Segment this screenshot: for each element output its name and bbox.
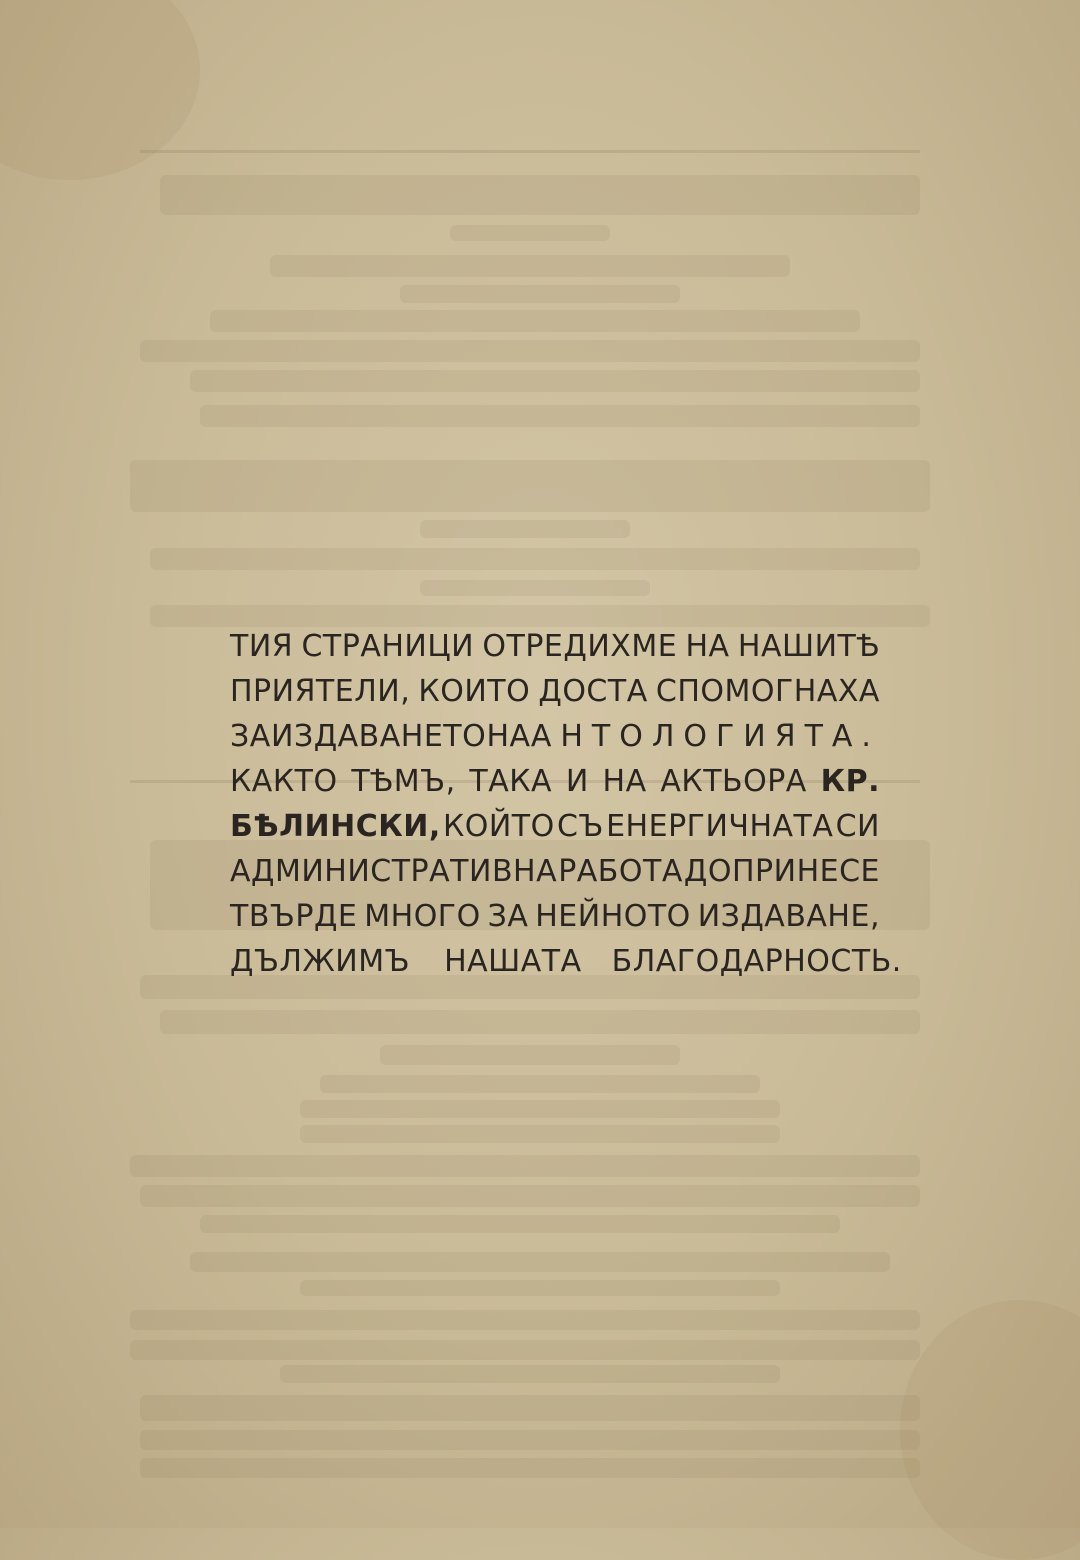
word: ТВЪРДЕ: [230, 899, 358, 934]
word: И: [565, 764, 589, 799]
word: ЗА: [487, 899, 529, 934]
paragraph-line-7: [230, 894, 880, 939]
paragraph-line-8: [230, 939, 902, 984]
word: ДЪЛЖИМЪ: [230, 944, 411, 979]
word: ИЗДАВАНЕ,: [697, 899, 880, 934]
word: КАКТО: [230, 764, 338, 799]
word: АНТОЛОГИЯТА.: [530, 719, 880, 754]
word: ЕНЕРГИЧНАТА: [606, 809, 834, 844]
paragraph-line-2: [230, 669, 880, 714]
word: ТѢМЪ,: [351, 764, 456, 799]
word: КОИТО: [418, 674, 531, 709]
paragraph-line-3: [230, 714, 880, 759]
word: ДОПРИНЕСЕ: [683, 854, 880, 889]
word: НА: [602, 764, 647, 799]
word: СТРАНИЦИ: [301, 629, 475, 664]
word: ТАКА: [469, 764, 553, 799]
word: ОТРЕДИХМЕ: [482, 629, 678, 664]
paragraph-line-4: [230, 759, 880, 804]
word: СИ: [835, 809, 880, 844]
word: АКТЬОРА: [660, 764, 807, 799]
word: ИЗДАВАНЕТО: [271, 719, 487, 754]
word: ПРИЯТЕЛИ,: [230, 674, 411, 709]
paragraph-line-6: [230, 849, 880, 894]
word: МНОГО: [364, 899, 481, 934]
word: НА: [486, 719, 531, 754]
word: НАШИТѢ: [737, 629, 880, 664]
paragraph-line-5: [230, 804, 880, 849]
word: АДМИНИСТРАТИВНА: [230, 854, 558, 889]
word: ТИЯ: [230, 629, 294, 664]
word: НАШАТА: [444, 944, 582, 979]
word: ЗА: [230, 719, 271, 754]
word: ДОСТА: [538, 674, 648, 709]
word: СПОМОГНАХА: [655, 674, 880, 709]
word: НЕЙНОТО: [535, 899, 691, 934]
word: НА: [685, 629, 730, 664]
word: СЪ: [556, 809, 604, 844]
word: БЛАГОДАРНОСТЬ.: [611, 944, 902, 979]
word: БѢЛИНСКИ,: [230, 809, 441, 844]
word: КОЙТО: [442, 809, 555, 844]
word: КР.: [820, 764, 880, 799]
word: РАБОТА: [558, 854, 683, 889]
paragraph-line-1: [230, 624, 880, 669]
acknowledgement-paragraph: [230, 624, 902, 984]
